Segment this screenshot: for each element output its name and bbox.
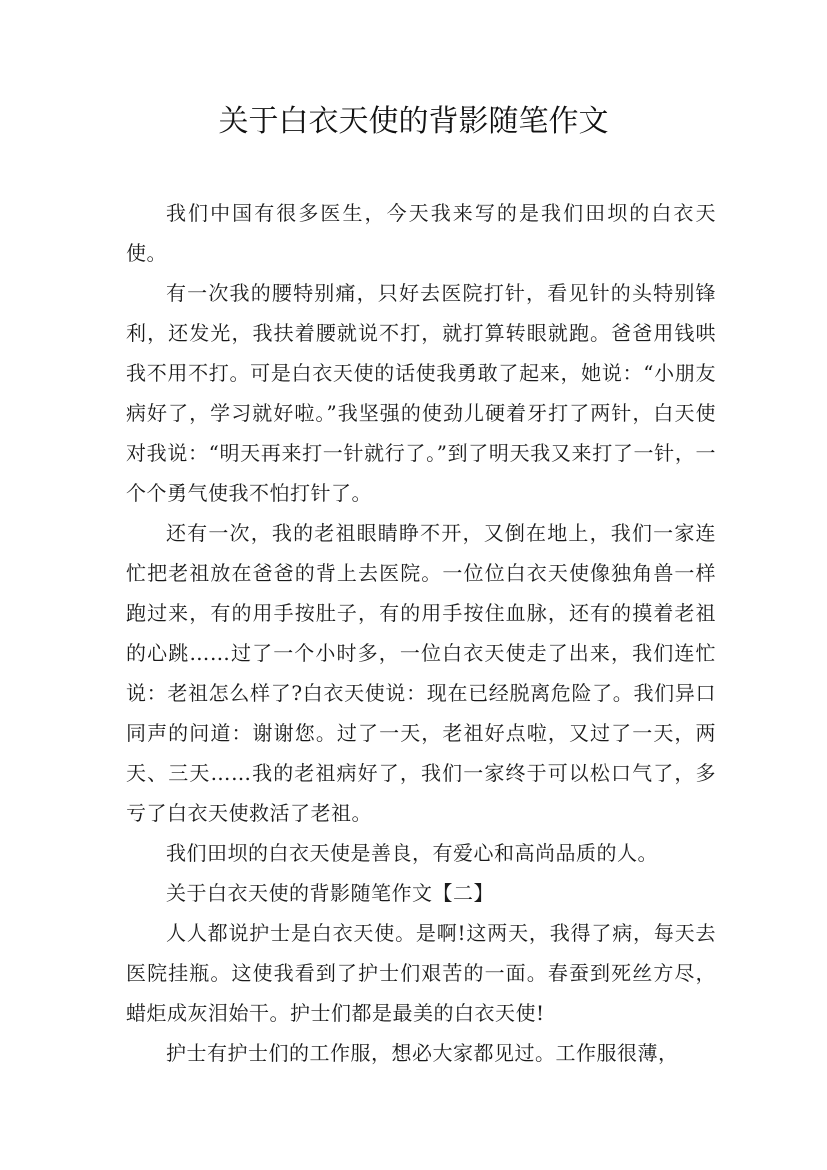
paragraph-4: 我们田坝的白衣天使是善良，有爱心和高尚品质的人。 [166, 841, 658, 865]
paragraph-5: 人人都说护士是白衣天使。是啊!这两天，我得了病，每天去医院挂瓶。这使我看到了护士们艰苦的一面。春蚕到死丝方尽，蜡炬成灰泪始干。护士们都是最美的白衣天使! [126, 921, 716, 1025]
paragraph-3: 还有一次，我的老祖眼睛睁不开，又倒在地上，我们一家连忙把老祖放在爸爸的背上去医院。一位位白衣天使像独角兽一样跑过来，有的用手按肚子，有的用手按住血脉，还有的摸着老祖的心跳……过了一个小时多，一位白衣天使走了出来，我们连忙说：老祖怎么样了?白衣天使说：现在已经脱离危险了。我们异口同声的问道：谢谢您。过了一天，老祖好点啦，又过了一天，两天、三天……我的老祖病好了，我们一家终于可以松口气了，多亏了白衣天使救活了老祖。 [126, 521, 716, 825]
paragraph-1: 我们中国有很多医生，今天我来写的是我们田坝的白衣天使。 [126, 201, 716, 265]
document-title: 关于白衣天使的背影随笔作文 [218, 104, 609, 139]
paragraph-2: 有一次我的腰特别痛，只好去医院打针，看见针的头特别锋利，还发光，我扶着腰就说不打，就打算转眼就跑。爸爸用钱哄我不用不打。可是白衣天使的话使我勇敢了起来，她说：“小朋友病好了，学习就好啦。”我坚强的使劲儿硬着牙打了两针，白天使对我说：“明天再来打一针就行了。”到了明天我又来打了一针，一个个勇气使我不怕打针了。 [126, 281, 716, 505]
document-body [126, 193, 716, 1073]
paragraph-6: 护士有护士们的工作服，想必大家都见过。工作服很薄， [166, 1041, 679, 1065]
section-heading-2: 关于白衣天使的背影随笔作文【二】 [166, 881, 494, 905]
